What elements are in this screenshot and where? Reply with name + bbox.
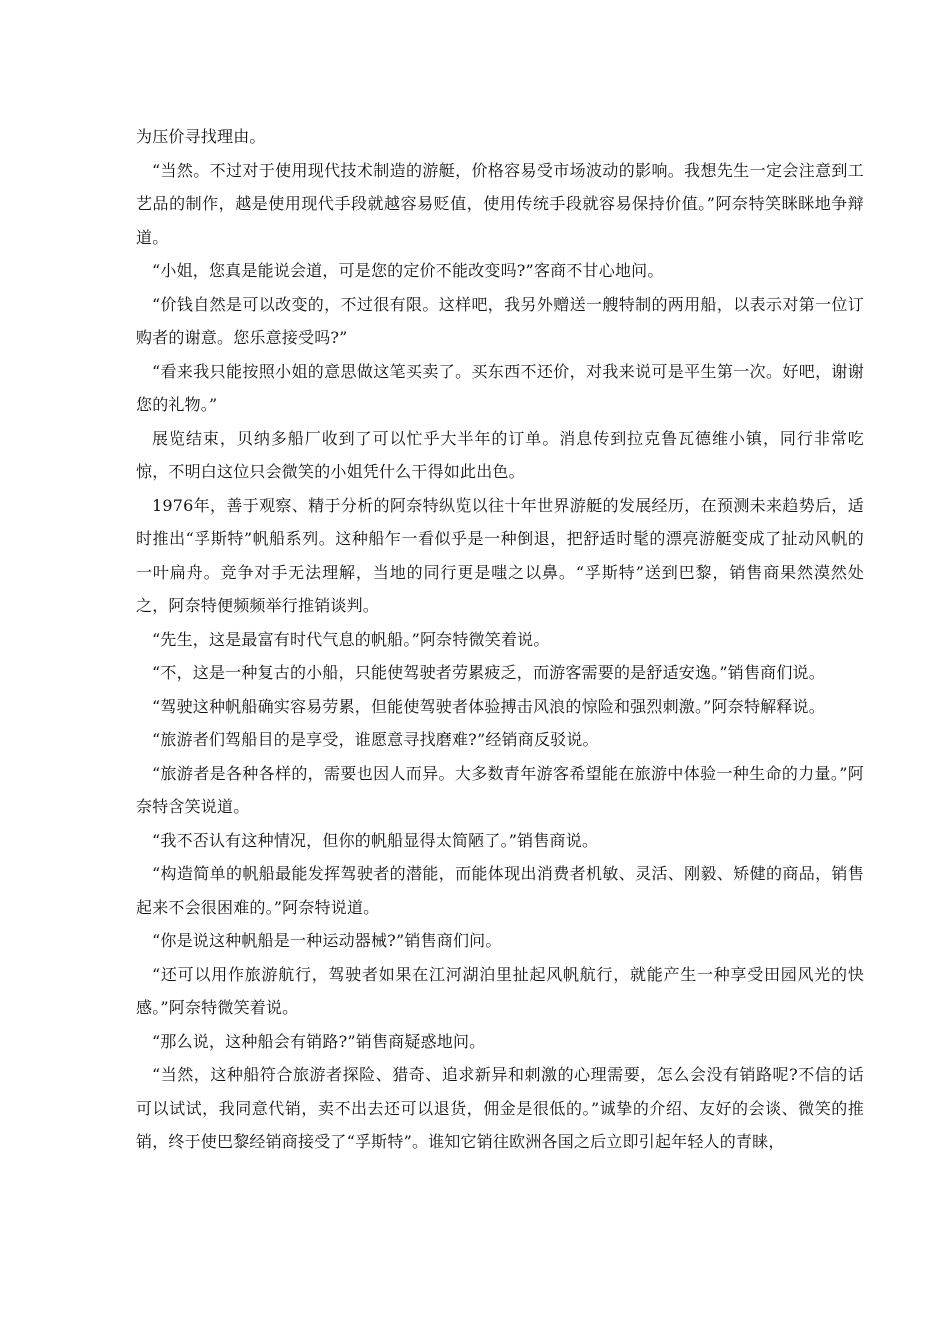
paragraph-8: “先生，这是最富有时代气息的帆船。”阿奈特微笑着说。 — [152, 629, 550, 649]
paragraph-17: “那么说，这种船会有销路?”销售商疑惑地问。 — [152, 1031, 486, 1051]
paragraph-6: 展览结束，贝纳多船厂收到了可以忙乎大半年的订单。消息传到拉克鲁瓦德维小镇，同行非常吃惊，不明白这位只会微笑的小姐凭什么干得如此出色。 — [136, 428, 864, 481]
paragraph-13: “我不否认有这种情况，但你的帆船显得太简陋了。”销售商说。 — [152, 830, 599, 850]
paragraph-15: “你是说这种帆船是一种运动器械?”销售商们问。 — [152, 931, 502, 950]
paragraph-16: “还可以用作旅游航行，驾驶者如果在江河湖泊里扯起风帆航行，就能产生一种享受田园风光的快感。”阿奈特微笑着说。 — [136, 964, 864, 1017]
paragraph-2: “当然。不过对于使用现代技术制造的游艇，价格容易受市场波动的影响。我想先生一定会注意到工艺品的制作，越是使用现代手段就越容易贬值，使用传统手段就容易保持价值。”阿奈特笑眯眯地争辩道。 — [136, 160, 864, 247]
paragraph-9: “不，这是一种复古的小船，只能使驾驶者劳累疲乏，而游客需要的是舒适安逸。”销售商们说。 — [152, 663, 825, 682]
paragraph-3: “小姐，您真是能说会道，可是您的定价不能改变吗?”客商不甘心地问。 — [152, 261, 664, 280]
paragraph-10: “驾驶这种帆船确实容易劳累，但能使驾驶者体验搏击风浪的惊险和强烈刺激。”阿奈特解释说。 — [152, 696, 825, 716]
paragraph-12: “旅游者是各种各样的，需要也因人而异。大多数青年游客希望能在旅游中体验一种生命的力量。”阿奈特含笑说道。 — [136, 763, 864, 816]
paragraph-11: “旅游者们驾船目的是享受，谁愿意寻找磨难?”经销商反驳说。 — [152, 730, 599, 749]
document-body — [136, 120, 864, 1159]
paragraph-4: “价钱自然是可以改变的，不过很有限。这样吧，我另外赠送一艘特制的两用船，以表示对第一位订购者的谢意。您乐意接受吗?” — [136, 294, 864, 347]
paragraph-14: “构造简单的帆船最能发挥驾驶者的潜能，而能体现出消费者机敏、灵活、刚毅、矫健的商品，销售起来不会很困难的。”阿奈特说道。 — [136, 864, 864, 917]
paragraph-7: 1976年，善于观察、精于分析的阿奈特纵览以往十年世界游艇的发展经历，在预测未来趋势后，适时推出“孚斯特”帆船系列。这种船乍一看似乎是一种倒退，把舒适时髦的漂亮游艇变成了扯动风帆的一叶扁舟。竞争对手无法理解，当地的同行更是嗤之以鼻。“孚斯特”送到巴黎，销售商果然漠然处之，阿奈特便频频举行推销谈判。 — [136, 495, 864, 615]
paragraph-5: “看来我只能按照小姐的意思做这笔买卖了。买东西不还价，对我来说可是平生第一次。好吧，谢谢您的礼物。” — [136, 361, 864, 414]
paragraph-18: “当然，这种船符合旅游者探险、猎奇、追求新异和刺激的心理需要，怎么会没有销路呢?不信的话可以试试，我同意代销，卖不出去还可以退货，佣金是很低的。”诚挚的介绍、友好的会谈、微笑的推销，终于使巴黎经销商接受了“孚斯特”。谁知它销往欧洲各国之后立即引起年轻人的青睐， — [136, 1065, 864, 1151]
paragraph-1: 为压价寻找理由。 — [136, 127, 266, 146]
